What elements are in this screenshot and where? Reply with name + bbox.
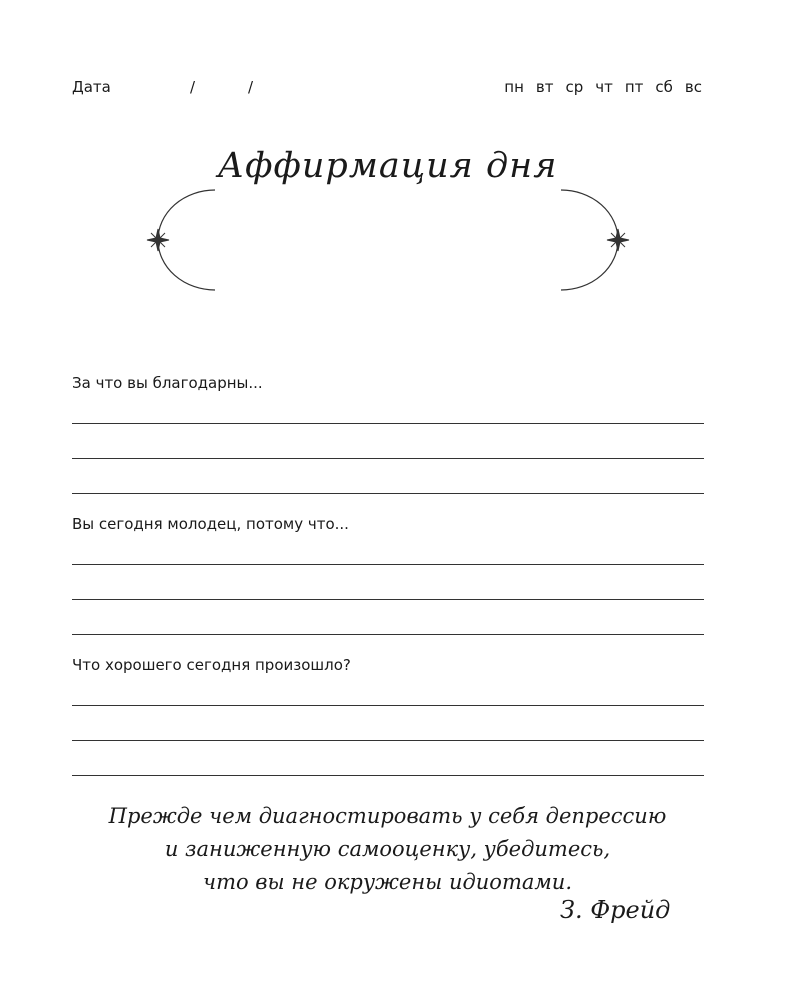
date-separator-day-month: /: [190, 78, 196, 96]
quote-line: Прежде чем диагностировать у себя депрессию: [108, 804, 667, 828]
section-title-well-done: Вы сегодня молодец, потому что...: [72, 515, 349, 533]
weekday-mon[interactable]: пн: [504, 78, 524, 96]
writing-line[interactable]: [72, 423, 704, 424]
quote-block: [0, 800, 775, 899]
weekday-thu[interactable]: чт: [595, 78, 613, 96]
writing-line[interactable]: [72, 705, 704, 706]
weekday-sat[interactable]: сб: [655, 78, 673, 96]
affirmation-title: Аффирмация дня: [217, 146, 558, 186]
section-title-good-things: Что хорошего сегодня произошло?: [72, 656, 351, 674]
writing-line[interactable]: [72, 740, 704, 741]
writing-line[interactable]: [72, 599, 704, 600]
section-title-grateful: За что вы благодарны...: [72, 374, 263, 392]
writing-line[interactable]: [72, 564, 704, 565]
quote-line: и заниженную самооценку, убедитесь,: [164, 837, 611, 861]
quote-line: что вы не окружены идиотами.: [203, 870, 572, 894]
writing-line[interactable]: [72, 634, 704, 635]
date-separator-month-year: /: [248, 78, 254, 96]
writing-line[interactable]: [72, 775, 704, 776]
left-star-icon: [147, 229, 169, 251]
weekday-wed[interactable]: ср: [565, 78, 584, 96]
quote-author: З. Фрейд: [560, 896, 671, 924]
date-label: Дата: [72, 78, 111, 96]
weekday-fri[interactable]: пт: [624, 78, 644, 96]
weekday-sun[interactable]: вс: [684, 78, 702, 96]
right-star-icon: [607, 229, 629, 251]
writing-line[interactable]: [72, 458, 704, 459]
writing-line[interactable]: [72, 493, 704, 494]
affirmation-frame: [0, 0, 800, 320]
weekday-tue[interactable]: вт: [535, 78, 554, 96]
